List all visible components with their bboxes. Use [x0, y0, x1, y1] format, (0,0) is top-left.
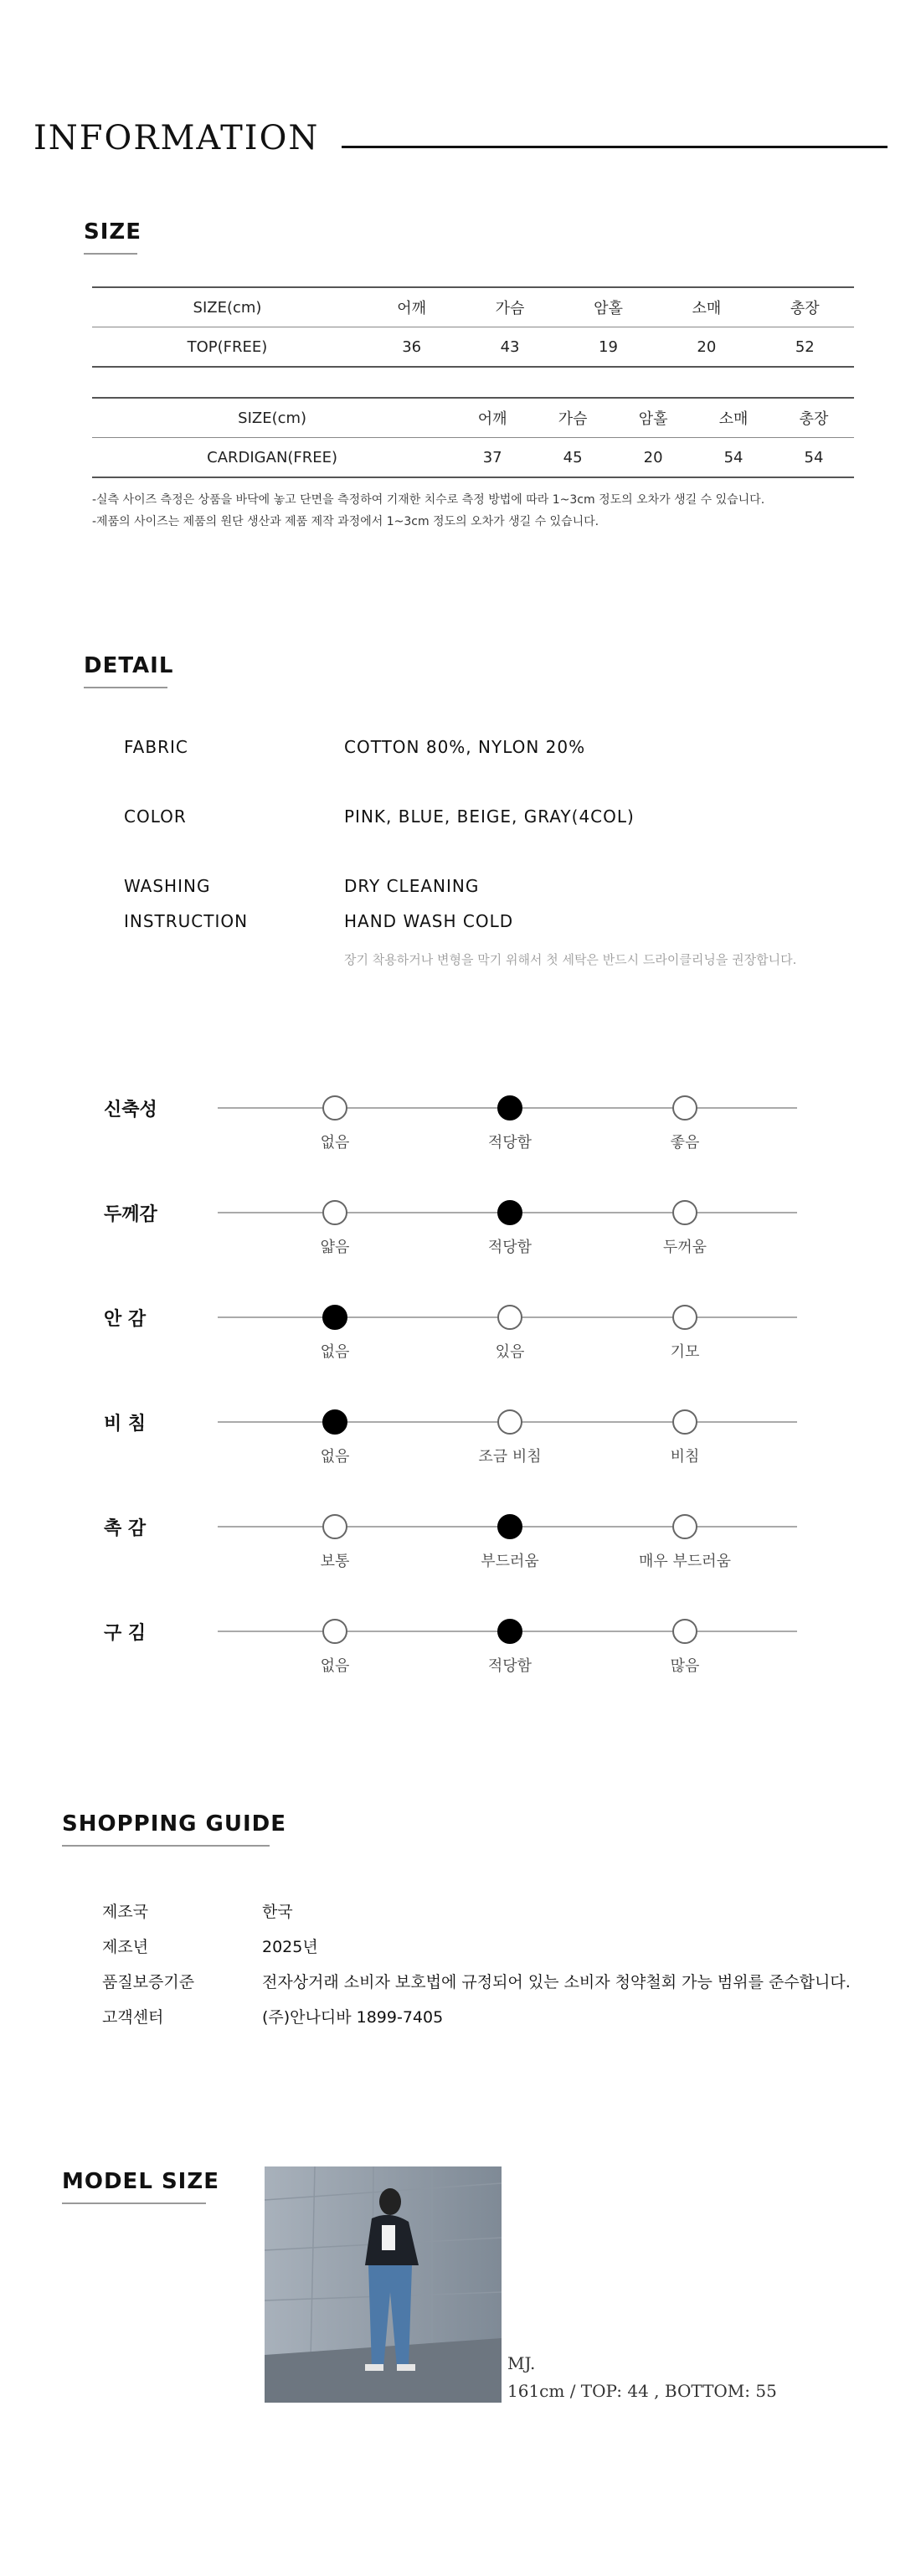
scale-dot-selected	[322, 1409, 347, 1435]
model-photo	[265, 2166, 502, 2403]
washing-value-2: HAND WASH COLD	[344, 911, 514, 931]
washing-note: 장기 착용하거나 변형을 막기 위해서 첫 세탁은 반드시 드라이클리닝을 권장합니다.	[344, 952, 797, 967]
detail-section-title: DETAIL	[84, 653, 174, 678]
size-table-row	[92, 438, 854, 478]
color-value: PINK, BLUE, BEIGE, GRAY(4COL)	[344, 806, 635, 827]
scale-option-label: 없음	[320, 1448, 350, 1466]
scale-dot	[322, 1514, 347, 1539]
scale-option-label: 기모	[670, 1343, 700, 1361]
size-cell: 45	[533, 438, 613, 478]
model-photo-illustration	[265, 2166, 502, 2403]
size-header-cell: 어깨	[452, 398, 533, 438]
model-size-title: MODEL SIZE	[62, 2169, 219, 2194]
scale-label: 촉 감	[104, 1518, 147, 1539]
scale-option-label: 비침	[670, 1448, 700, 1466]
guide-label-year: 제조년	[102, 1938, 149, 1956]
fabric-value: COTTON 80%, NYLON 20%	[344, 737, 586, 757]
scale-option-label: 얇음	[320, 1239, 350, 1256]
scale-option-label: 좋음	[670, 1134, 700, 1151]
size-cell: 43	[460, 327, 558, 368]
scale-option-label: 없음	[320, 1134, 350, 1151]
scale-dot	[497, 1409, 522, 1435]
scale-dot-selected	[322, 1305, 347, 1330]
size-notes	[92, 489, 896, 533]
scale-option-label: 부드러움	[481, 1553, 539, 1570]
instruction-label: INSTRUCTION	[124, 911, 249, 931]
size-note: -제품의 사이즈는 제품의 원단 생산과 제품 제작 과정에서 1~3cm 정도의 오차가 생길 수 있습니다.	[92, 515, 599, 528]
scale-dot-selected	[497, 1095, 522, 1121]
washing-value: DRY CLEANING	[344, 876, 480, 896]
scale-dot	[672, 1409, 697, 1435]
fabric-label: FABRIC	[124, 737, 188, 757]
size-cell: 20	[657, 327, 755, 368]
information-divider	[342, 146, 888, 148]
scale-dot-selected	[497, 1619, 522, 1644]
size-cell: 20	[613, 438, 693, 478]
scale-option-label: 조금 비침	[478, 1448, 542, 1466]
size-cell: 52	[756, 327, 854, 368]
information-title: INFORMATION	[33, 119, 320, 157]
guide-label-quality: 품질보증기준	[102, 1973, 195, 1991]
guide-value-year: 2025년	[262, 1938, 318, 1956]
size-note: -실측 사이즈 측정은 상품을 바닥에 놓고 단면을 측정하여 기재한 치수로 측정 방법에 따라 1~3cm 정도의 오차가 생길 수 있습니다.	[92, 493, 765, 507]
scale-dot	[672, 1619, 697, 1644]
scale-label: 구 김	[104, 1623, 147, 1644]
guide-label-country: 제조국	[102, 1903, 149, 1921]
scale-dot	[672, 1305, 697, 1330]
size-table-cardigan	[92, 397, 854, 478]
size-table-row	[92, 327, 854, 368]
scale-option-label: 보통	[320, 1553, 350, 1570]
size-header-cell: 총장	[774, 398, 854, 438]
scale-dot-selected	[497, 1514, 522, 1539]
size-cell: CARDIGAN(FREE)	[92, 438, 452, 478]
size-table-header-row	[92, 287, 854, 327]
detail-title-underline	[84, 687, 167, 688]
scale-label: 두께감	[104, 1204, 157, 1225]
size-cell: 54	[774, 438, 854, 478]
scale-option-label: 있음	[495, 1343, 525, 1361]
scale-dot	[672, 1200, 697, 1225]
model-size-underline	[62, 2202, 206, 2204]
model-name: MJ.	[507, 2353, 536, 2373]
guide-label-service: 고객센터	[102, 2008, 164, 2027]
scale-label: 비 침	[104, 1414, 147, 1435]
scale-option-label: 두꺼움	[662, 1239, 707, 1256]
model-info: 161cm / TOP: 44 , BOTTOM: 55	[507, 2381, 777, 2401]
size-header-cell: 소매	[693, 398, 774, 438]
size-section-title: SIZE	[84, 219, 142, 245]
guide-value-country: 한국	[262, 1903, 293, 1921]
scale-option-label: 많음	[670, 1657, 700, 1675]
scale-label: 신축성	[104, 1100, 157, 1121]
size-header-cell: 암홀	[613, 398, 693, 438]
scale-option-label: 적당함	[487, 1657, 533, 1675]
size-cell: 54	[693, 438, 774, 478]
scale-dot	[672, 1095, 697, 1121]
guide-value-service: (주)안나디바 1899-7405	[262, 2008, 444, 2027]
size-header-cell: 소매	[657, 287, 755, 327]
size-header-cell: 가슴	[533, 398, 613, 438]
size-header-cell: 암홀	[559, 287, 657, 327]
scale-option-label: 없음	[320, 1343, 350, 1361]
size-cell: 19	[559, 327, 657, 368]
size-title-underline	[84, 253, 137, 255]
size-table-header-row	[92, 398, 854, 438]
size-table-top	[92, 286, 854, 368]
size-cell: 37	[452, 438, 533, 478]
shopping-guide-underline	[62, 1845, 270, 1847]
size-header-cell: SIZE(cm)	[92, 398, 452, 438]
scale-option-label: 적당함	[487, 1134, 533, 1151]
scale-dot-selected	[497, 1200, 522, 1225]
size-header-cell: 어깨	[363, 287, 460, 327]
shopping-guide-title: SHOPPING GUIDE	[62, 1811, 286, 1837]
scale-dot	[322, 1095, 347, 1121]
scale-option-label: 매우 부드러움	[638, 1553, 732, 1570]
scale-dot	[322, 1619, 347, 1644]
size-header-cell: 총장	[756, 287, 854, 327]
scale-dot	[672, 1514, 697, 1539]
color-label: COLOR	[124, 806, 187, 827]
guide-value-quality: 전자상거래 소비자 보호법에 규정되어 있는 소비자 청약철회 가능 범위를 준수합니다.	[262, 1973, 851, 1991]
washing-label: WASHING	[124, 876, 211, 896]
size-cell: 36	[363, 327, 460, 368]
size-header-cell: 가슴	[460, 287, 558, 327]
scale-dot	[497, 1305, 522, 1330]
size-header-cell: SIZE(cm)	[92, 287, 363, 327]
scale-option-label: 적당함	[487, 1239, 533, 1256]
scale-option-label: 없음	[320, 1657, 350, 1675]
size-cell: TOP(FREE)	[92, 327, 363, 368]
scale-dot	[322, 1200, 347, 1225]
scale-label: 안 감	[104, 1309, 147, 1330]
